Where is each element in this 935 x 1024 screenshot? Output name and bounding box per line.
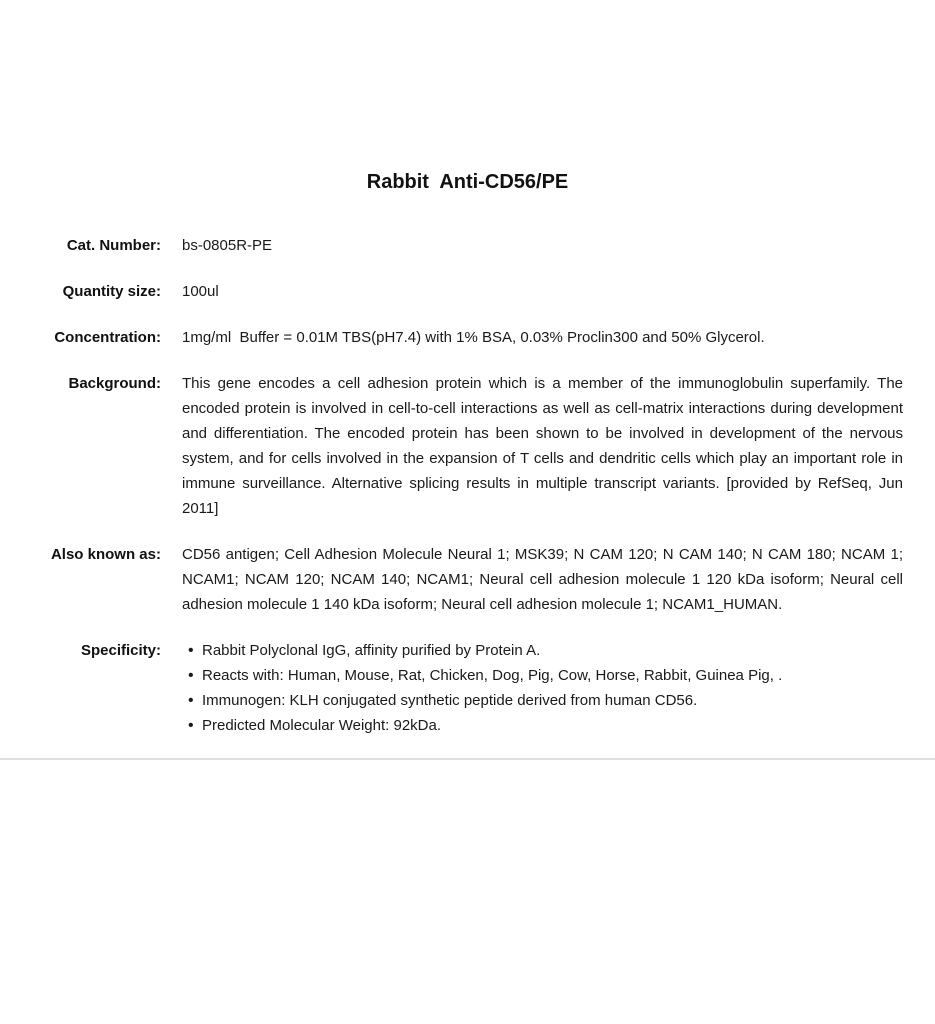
page-title: Rabbit Anti-CD56/PE [366, 171, 569, 193]
bottom-divider [0, 758, 935, 760]
specificity-bullet-item: • Immunogen: KLH conjugated synthetic peptide derived from human CD56. [182, 688, 903, 713]
field-row-specificity [0, 638, 935, 738]
field-label-cat-number: Cat. Number: [66, 237, 161, 254]
field-value-also-known-as: CD56 antigen; Cell Adhesion Molecule Neural 1; MSK39; N CAM 120; N CAM 140; N CAM 180; NCAM 1; NCAM1; NCAM 120; NCAM 140; NCAM1; Neural cell adhesion molecule 1 120 kDa isoform; Neural cell adhesion molecule 1 140 kDa isoform; Neural cell adhesion molecule 1; NCAM1_HUMAN. [182, 546, 903, 613]
field-value-background: This gene encodes a cell adhesion protein which is a member of the immunoglobulin superfamily. The encoded protein is involved in cell-to-cell interactions as well as cell-matrix interactions during development and differentiation. The encoded protein has been shown to be involved in development of the nervous system, and for cells involved in the expansion of T cells and dendritic cells which play an important role in immune surveillance. Alternative splicing results in multiple transcript variants. [provided by RefSeq, Jun 2011] [182, 375, 903, 517]
specificity-bullet-item: • Rabbit Polyclonal IgG, affinity purified by Protein A. [182, 638, 903, 663]
field-label-concentration: Concentration: [54, 329, 161, 346]
field-value-cat-number: bs-0805R-PE [182, 237, 273, 254]
field-value-quantity-size: 100ul [182, 283, 219, 300]
field-value-concentration: 1mg/ml Buffer = 0.01M TBS(pH7.4) with 1% BSA, 0.03% Proclin300 and 50% Glycerol. [182, 329, 765, 346]
field-value-specificity [182, 638, 903, 738]
field-row-quantity-size [0, 279, 935, 304]
specificity-bullet-item: • Predicted Molecular Weight: 92kDa. [182, 713, 903, 738]
field-label-also-known-as: Also known as: [50, 546, 161, 563]
field-label-quantity-size: Quantity size: [62, 283, 161, 300]
field-label-background: Background: [68, 375, 161, 392]
field-row-background [0, 371, 935, 521]
specificity-bullet-list [182, 638, 903, 738]
specificity-bullet-item: • Reacts with: Human, Mouse, Rat, Chicken, Dog, Pig, Cow, Horse, Rabbit, Guinea Pig, . [182, 663, 903, 688]
field-row-also-known-as [0, 542, 935, 617]
field-row-concentration [0, 325, 935, 350]
field-row-cat-number [0, 233, 935, 258]
datasheet-content [0, 233, 935, 738]
field-label-specificity: Specificity: [80, 642, 161, 659]
